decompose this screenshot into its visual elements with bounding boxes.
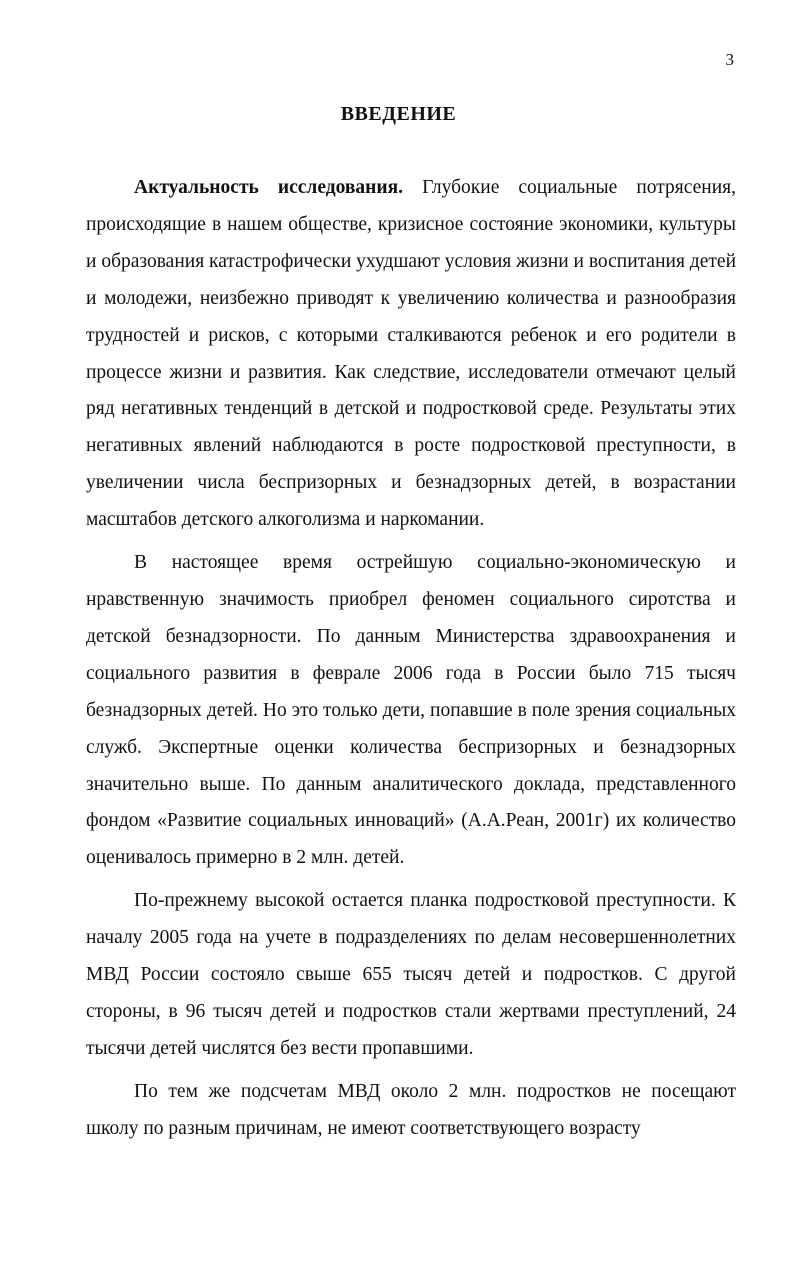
paragraph-crime: По-прежнему высокой остается планка подростковой преступности. К началу 2005 года на учете в подразделениях по делам несовершеннолетних МВД России состояло свыше 655 тысяч детей и подростков. С другой стороны, в 96 тысяч детей и подростков стали жертвами преступлений, 24 тысячи детей числятся без вести пропавшими. xyxy=(86,890,736,1059)
paragraph-relevance xyxy=(86,170,736,539)
body-text xyxy=(86,170,736,1148)
page-title: ВВЕДЕНИЕ xyxy=(340,103,457,125)
paragraph-orphanhood: В настоящее время острейшую социально-экономическую и нравственную значимость приобрел феномен социального сиротства и детской безнадзорности. По данным Министерства здравоохранения и социального развития в феврале 2006 года в России было 715 тысяч безнадзорных детей. Но это только дети, попавшие в поле зрения социальных служб. Экспертные оценки количества беспризорных и безнадзорных значительно выше. По данным аналитического доклада, представленного фондом «Развитие социальных инноваций» (А.А.Реан, 2001г) их количество оценивалось примерно в 2 млн. детей. xyxy=(86,552,736,869)
paragraph-lead: Актуальность исследования. xyxy=(134,177,404,198)
paragraph-school: По тем же подсчетам МВД около 2 млн. подростков не посещают школу по разным причинам, не имеют соответствующего возрасту xyxy=(86,1080,736,1139)
page-number: 3 xyxy=(725,50,734,69)
paragraph-text: Глубокие социальные потрясения, происходящие в нашем обществе, кризисное состояние экономики, культуры и образования катастрофически ухудшают условия жизни и воспитания детей и молодежи, неизбежно приводят к увеличению количества и разнообразия трудностей и рисков, с которыми сталкиваются ребенок и его родители в процессе жизни и развития. Как следствие, исследователи отмечают целый ряд негативных тенденций в детской и подростковой среде. Результаты этих негативных явлений наблюдаются в росте подростковой преступности, в увеличении числа беспризорных и безнадзорных детей, в возрастании масштабов детского алкоголизма и наркомании. xyxy=(86,177,737,531)
